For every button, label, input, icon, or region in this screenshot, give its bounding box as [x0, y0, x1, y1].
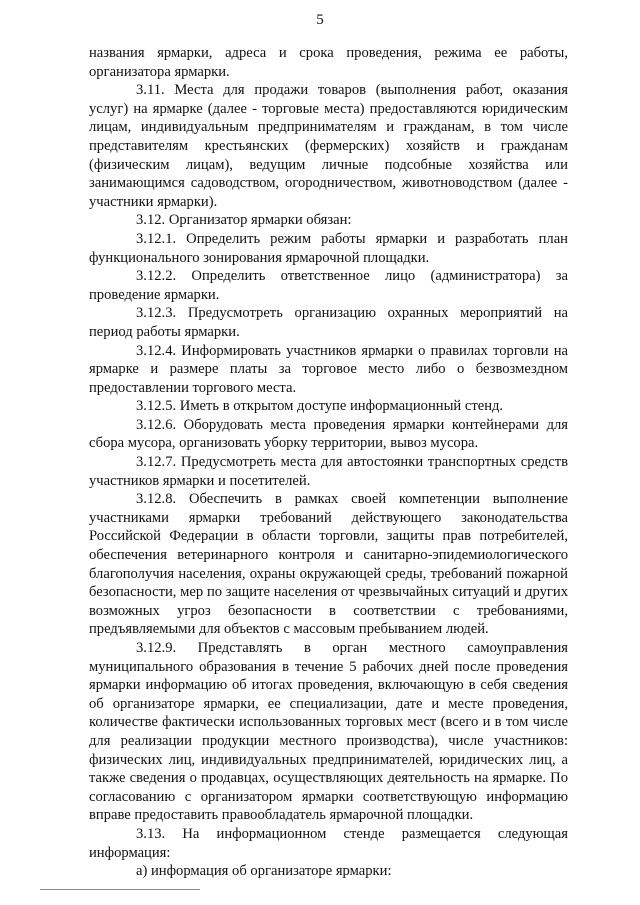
paragraph: 3.13. На информационном стенде размещается следующая информация: — [89, 825, 568, 861]
paragraph: 3.12.8. Обеспечить в рамках своей компетенции выполнение участниками ярмарки требований действующего законодательства Российской Федерации в области торговли, защиты прав потребителей, обеспечения ветеринарного контроля и санитарно-эпидемиологического благополучия населения, охраны окружающей среды, требований пожарной безопасности, мер по защите населения от чрезвычайных ситуаций и других возможных угроз безопасности в соответствии с требованиями, предъявляемыми для объектов с массовым пребыванием людей. — [89, 491, 568, 638]
paragraph: 3.11. Места для продажи товаров (выполнения работ, оказания услуг) на ярмарке (далее - торговые места) предоставляются юридическим лицам, индивидуальным предпринимателям и гражданам, в том числе представителям крестьянских (фермерских) хозяйств и гражданам (физическим лицам), ведущим личные подсобные хозяйства или занимающимся садоводством, огородничеством, животноводством (далее - участники ярмарки). — [89, 82, 568, 210]
paragraph: названия ярмарки, адреса и срока проведения, режима ее работы, организатора ярмарки. — [89, 45, 568, 80]
paragraph: а) информация об организаторе ярмарки: — [136, 863, 392, 880]
paragraph: 3.12.6. Оборудовать места проведения ярмарки контейнерами для сбора мусора, организовать уборку территории, вывоз мусора. — [89, 416, 568, 452]
paragraph: 3.12.7. Предусмотреть места для автостоянки транспортных средств участников ярмарки и посетителей. — [89, 454, 568, 489]
page-number: 5 — [316, 12, 324, 28]
paragraph: 3.12. Организатор ярмарки обязан: — [136, 212, 352, 229]
paragraph: 3.12.9. Представлять в орган местного самоуправления муниципального образования в течение 5 рабочих дней после проведения ярмарки информацию об итогах проведения, включающую в себя сведения об организаторе ярмарки, ее специализации, дате и месте проведения, количестве фактически использованных торговых мест (всего и в том числе для реализации продукции местного производства), числе участников: физических лиц, индивидуальных предпринимателей, юридических лиц, а также сведения о продавцах, осуществляющих деятельность на ярмарке. По согласованию с организатором ярмарки соответствующую информацию вправе предоставить правообладатель ярмарочной площадки. — [89, 640, 568, 824]
footer-divider — [40, 889, 200, 890]
document-body — [89, 44, 568, 881]
paragraph: 3.12.5. Иметь в открытом доступе информационный стенд. — [136, 398, 504, 415]
paragraph: 3.12.2. Определить ответственное лицо (администратора) за проведение ярмарки. — [89, 268, 568, 303]
paragraph: 3.12.4. Информировать участников ярмарки о правилах торговли на ярмарке и размере платы за торговое место либо о безвозмездном предоставлении торгового места. — [89, 342, 568, 396]
paragraph: 3.12.3. Предусмотреть организацию охранных мероприятий на период работы ярмарки. — [89, 305, 568, 340]
paragraph: 3.12.1. Определить режим работы ярмарки и разработать план функционального зонирования ярмарочной площадки. — [89, 230, 568, 266]
